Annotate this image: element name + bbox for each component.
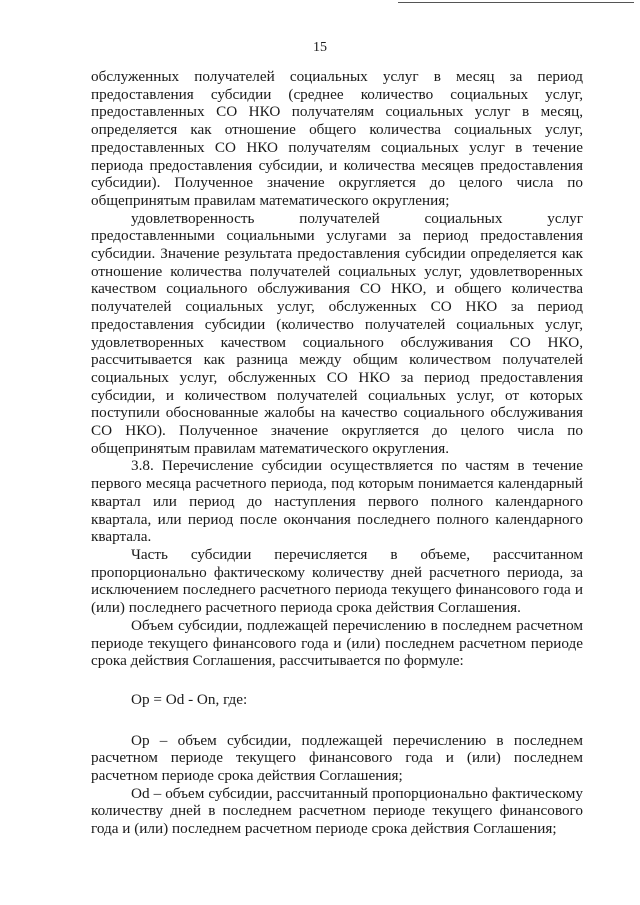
paragraph-partial-transfer: Часть субсидии перечисляется в объеме, рассчитанном пропорционально фактическому количеству дней расчетного периода, за исключением последнего расчетного периода текущего финансового года и (или) последнего расчетного периода срока действия Соглашения. — [91, 545, 583, 617]
paragraph-formula-intro: Объем субсидии, подлежащей перечислению в последнем расчетном периоде текущего финансового года и (или) последнем расчетном периоде срока действия Соглашения, рассчитывается по формуле: — [91, 616, 583, 670]
paragraph-satisfaction: удовлетворенность получателей социальных услуг предоставленными социальными услугами за период предоставления субсидии. Значение результата предоставления субсидии определяется как отношение количества получателей социальных услуг, удовлетворенных качеством социального обслуживания СО НКО, и общего количества получателей социальных услуг, обслуженных СО НКО за период предоставления субсидии (количество получателей социальных услуг, удовлетворенных качеством социального обслуживания СО НКО, рассчитывается как разница между общим количеством получателей социальных услуг, обслуженных СО НКО за период предоставления субсидии, и количеством получателей социальных услуг, от которых поступили обоснованные жалобы на качество социального обслуживания СО НКО). Полученное значение округляется до целого числа по общепринятым правилам математического округления. — [91, 209, 583, 457]
page-number: 15 — [313, 40, 327, 55]
top-rule — [398, 2, 634, 3]
paragraph-section-3-8: 3.8. Перечисление субсидии осуществляется по частям в течение первого месяца расчетного периода, под которым понимается календарный квартал или период до наступления первого полного календарного квартала, или период после окончания последнего полного календарного квартала. — [91, 457, 583, 546]
paragraph-od-definition: Od – объем субсидии, рассчитанный пропорционально фактическому количеству дней в последнем расчетном периоде текущего финансового года и (или) последнем расчетном периоде срока действия Соглашения; — [91, 784, 583, 838]
paragraph-continuation: обслуженных получателей социальных услуг в месяц за период предоставления субсидии (среднее количество социальных услуг, предоставленных СО НКО получателям социальных услуг в месяц, определяется как отношение общего количества социальных услуг, предоставленных СО НКО получателям социальных услуг в течение периода предоставления субсидии, и количества месяцев предоставления субсидии). Полученное значение округляется до целого числа по общепринятым правилам математического округления; — [91, 68, 583, 209]
paragraph-op-definition: Op – объем субсидии, подлежащей перечислению в последнем расчетном периоде текущего финансового года и (или) последнем расчетном периоде срока действия Соглашения; — [91, 731, 583, 785]
document-body — [91, 68, 583, 838]
formula: Op = Od - On, где: — [131, 690, 248, 708]
